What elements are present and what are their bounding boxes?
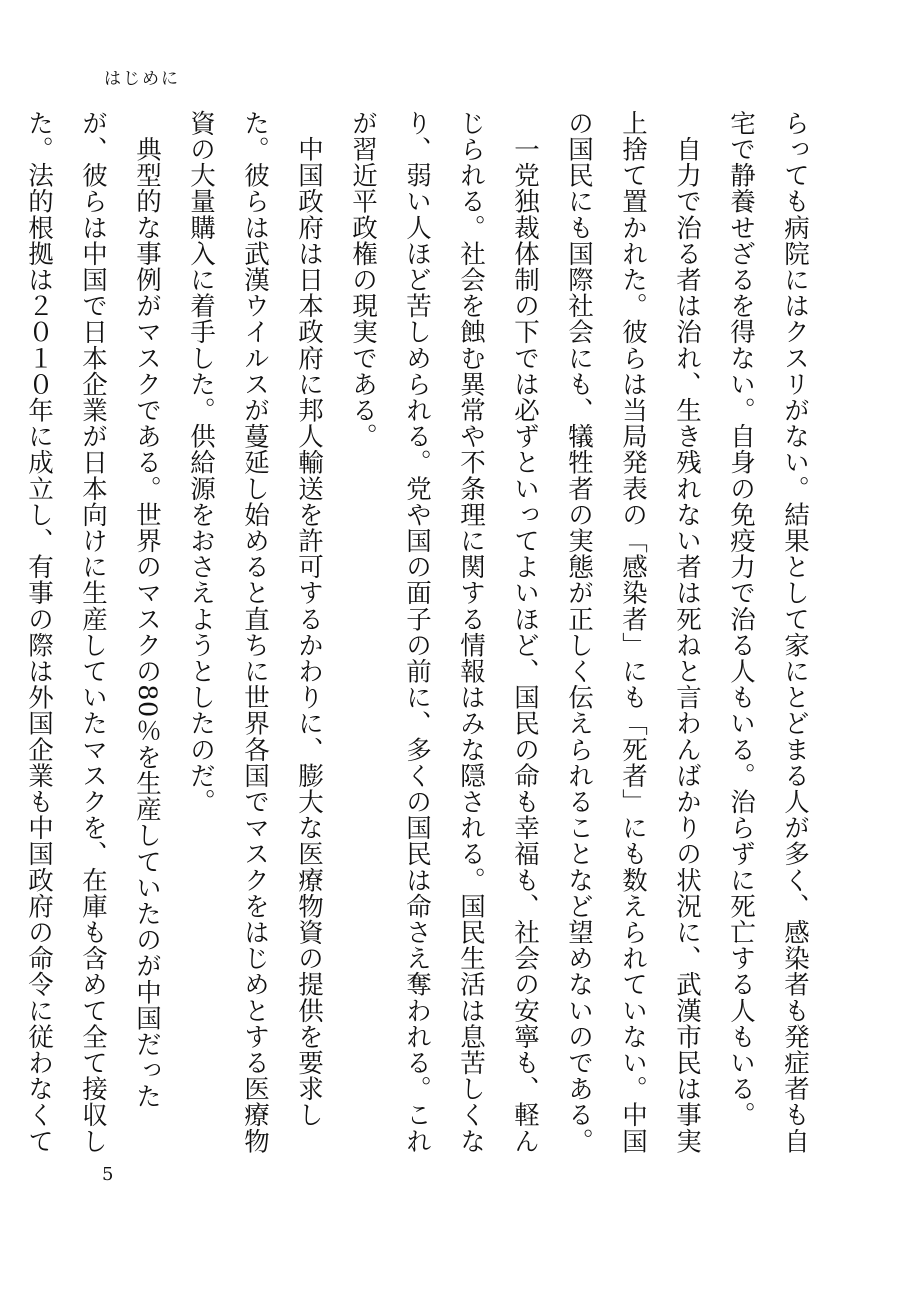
paragraph: 典型的な事例がマスクである。世界のマスクの80％を生産していたのが中国だったが、彼らは中国で日本企業が日本向けに生産していたマスクを、在庫も含めて全て接収した。法的根拠は２０１０年に成立し、有事の際は外国企業も中国政府の命令に従わなくて	[24, 110, 162, 1154]
paragraph: らっても病院にはクスリがない。結果として家にとどまる人が多く、感染者も発症者も自宅で静養せざるを得ない。自身の免疫力で治る人もいる。治らずに死亡する人もいる。	[726, 110, 810, 1154]
paragraph: 自力で治る者は治れ、生き残れない者は死ねと言わんばかりの状況に、武漢市民は事実上捨て置かれた。彼らは当局発表の「感染者」にも「死者」にも数えられていない。中国の国民にも国際社会にも、犠牲者の実態が正しく伝えられることなど望めないのである。	[564, 110, 702, 1154]
body-text	[24, 110, 822, 1160]
paragraph: 中国政府は日本政府に邦人輸送を許可するかわりに、膨大な医療物資の提供を要求した。彼らは武漢ウイルスが蔓延し始めると直ちに世界各国でマスクをはじめとする医療物資の大量購入に着手した。供給源をおさえようとしたのだ。	[186, 110, 324, 1154]
page-number: 5	[102, 1164, 114, 1185]
running-head: はじめに	[104, 69, 180, 89]
paragraph: 一党独裁体制の下では必ずといってよいほど、国民の命も幸福も、社会の安寧も、軽んじられる。社会を蝕む異常や不条理に関する情報はみな隠される。国民生活は息苦しくなり、弱い人ほど苦しめられる。党や国の面子の前に、多くの国民は命さえ奪われる。これが習近平政権の現実である。	[348, 110, 540, 1154]
